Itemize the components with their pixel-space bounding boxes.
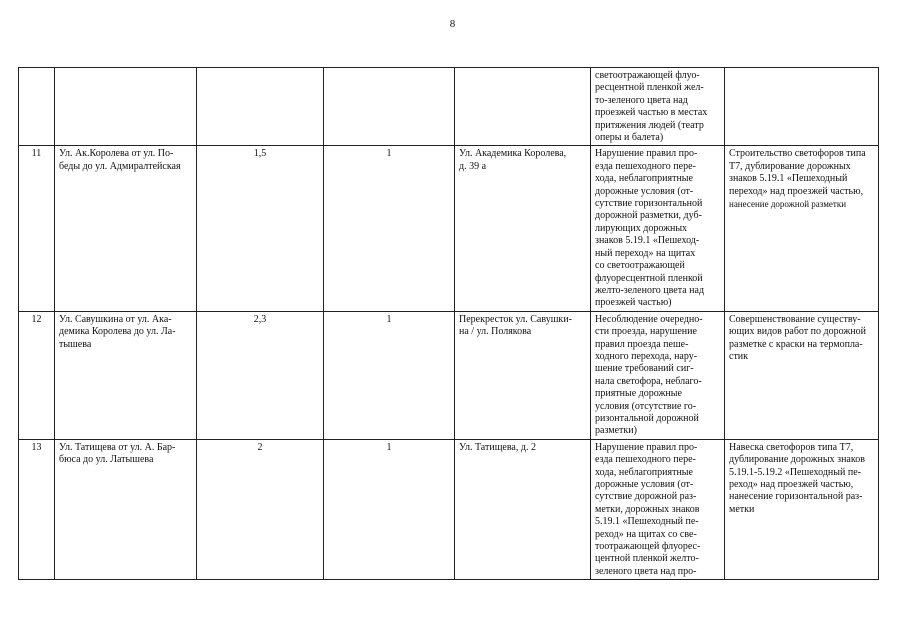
problem-cell: Нарушение правил про- езда пешеходного пере- хода, неблагоприятные дорожные условия (от- сутствие дорожной раз- метки, дорожных знаков 5.19.1 «Пешеходный пе- реход» на щитах со све- тоотражающей флуорес- центной пленкой желто- зеленого цвета над про-: [591, 439, 725, 579]
table-row: [19, 146, 879, 311]
measure-extra-text: нанесение дорожной разметки: [729, 199, 847, 210]
page-number: 8: [449, 18, 456, 30]
length-cell: [197, 68, 324, 146]
street-cell: [55, 68, 197, 146]
document-table: [18, 67, 879, 580]
table-row: [19, 439, 879, 579]
measure-cell: [725, 68, 879, 146]
row-number-cell: 11: [19, 146, 55, 311]
address-cell: Перекресток ул. Савушки- на / ул. Полякова: [455, 311, 591, 439]
address-cell: [455, 68, 591, 146]
problem-cell: светоотражающей флуо- ресцентной пленкой жел- то-зеленого цвета над проезжей частью в местах притяжения людей (театр оперы и балета): [591, 68, 725, 146]
count-cell: 1: [324, 146, 455, 311]
count-cell: [324, 68, 455, 146]
row-number-cell: [19, 68, 55, 146]
count-cell: 1: [324, 439, 455, 579]
count-cell: 1: [324, 311, 455, 439]
street-cell: Ул. Татищева от ул. А. Бар- бюса до ул. Латышева: [55, 439, 197, 579]
address-cell: Ул. Академика Королева, д. 39 а: [455, 146, 591, 311]
row-number-cell: 12: [19, 311, 55, 439]
row-number-cell: 13: [19, 439, 55, 579]
problem-cell: Нарушение правил про- езда пешеходного пере- хода, неблагоприятные дорожные условия (от- сутствие горизонтальной дорожной разметки, дуб- лирующих дорожных знаков 5.19.1 «Пешеход- ный переход» на щитах со светоотражающей флуоресцентной пленкой желто-зеленого цвета над проезжей частью): [591, 146, 725, 311]
problem-cell: Несоблюдение очередно- сти проезда, нарушение правил проезда пеше- ходного перехода, нару- шение требований сиг- нала светофора, неблаго- приятные дорожные условия (отсутствие го- ризонтальной дорожной разметки): [591, 311, 725, 439]
address-cell: Ул. Татищева, д. 2: [455, 439, 591, 579]
length-cell: 1,5: [197, 146, 324, 311]
table-row: [19, 68, 879, 146]
table-row: [19, 311, 879, 439]
length-cell: 2,3: [197, 311, 324, 439]
street-cell: Ул. Ак.Королева от ул. По- беды до ул. Адмиралтейская: [55, 146, 197, 311]
length-cell: 2: [197, 439, 324, 579]
measure-cell: Совершенствование существу- ющих видов работ по дорожной разметке с краски на термопла- стик: [725, 311, 879, 439]
measure-cell: Строительство светофоров типа Т7, дублирование дорожных знаков 5.19.1 «Пешеходный переход» над проезжей частью, нанесение дорожной разметки: [725, 146, 879, 311]
measure-cell: Навеска светофоров типа Т7, дублирование дорожных знаков 5.19.1-5.19.2 «Пешеходный пе- реход» над проезжей частью, нанесение горизонтальной раз- метки: [725, 439, 879, 579]
street-cell: Ул. Савушкина от ул. Ака- демика Королева до ул. Ла- тышева: [55, 311, 197, 439]
